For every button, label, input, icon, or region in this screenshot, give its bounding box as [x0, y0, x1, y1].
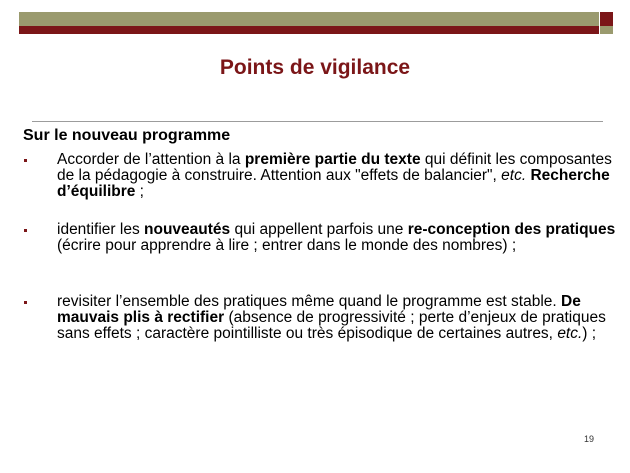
section-heading: Sur le nouveau programme: [23, 127, 231, 144]
header-corner-olive: [600, 26, 613, 34]
bullet-text-3: revisiter l’ensemble des pratiques même quand le programme est stable. De mauvais plis à rectifier (absence de progressivité ; perte d’enjeux de pratiques sans effets ; caractère pointilliste ou très épisodique de certaines autres, etc.) ;: [57, 293, 606, 342]
bullet-marker: [24, 159, 27, 162]
header-corner-red: [600, 12, 613, 26]
header-band-red: [19, 26, 599, 34]
bullet-marker: [24, 229, 27, 232]
bullet-marker: [24, 301, 27, 304]
slide-title: Points de vigilance: [219, 56, 411, 79]
bullet-item-2: [24, 222, 624, 254]
bullet-item-1: [24, 152, 624, 200]
title-divider: [32, 121, 603, 122]
bullet-item-3: [24, 294, 624, 342]
bullet-text-2: identifier les nouveautés qui appellent parfois une re-conception des pratiques (écrire pour apprendre à lire ; entrer dans le monde des nombres) ;: [57, 221, 616, 254]
bullet-text-1: Accorder de l’attention à la première partie du texte qui définit les composantes de la pédagogie à construire. Attention aux "effets de balancier", etc. Recherche d’équilibre ;: [57, 151, 612, 200]
header-band-olive: [19, 12, 599, 26]
page-number: 19: [584, 434, 595, 444]
